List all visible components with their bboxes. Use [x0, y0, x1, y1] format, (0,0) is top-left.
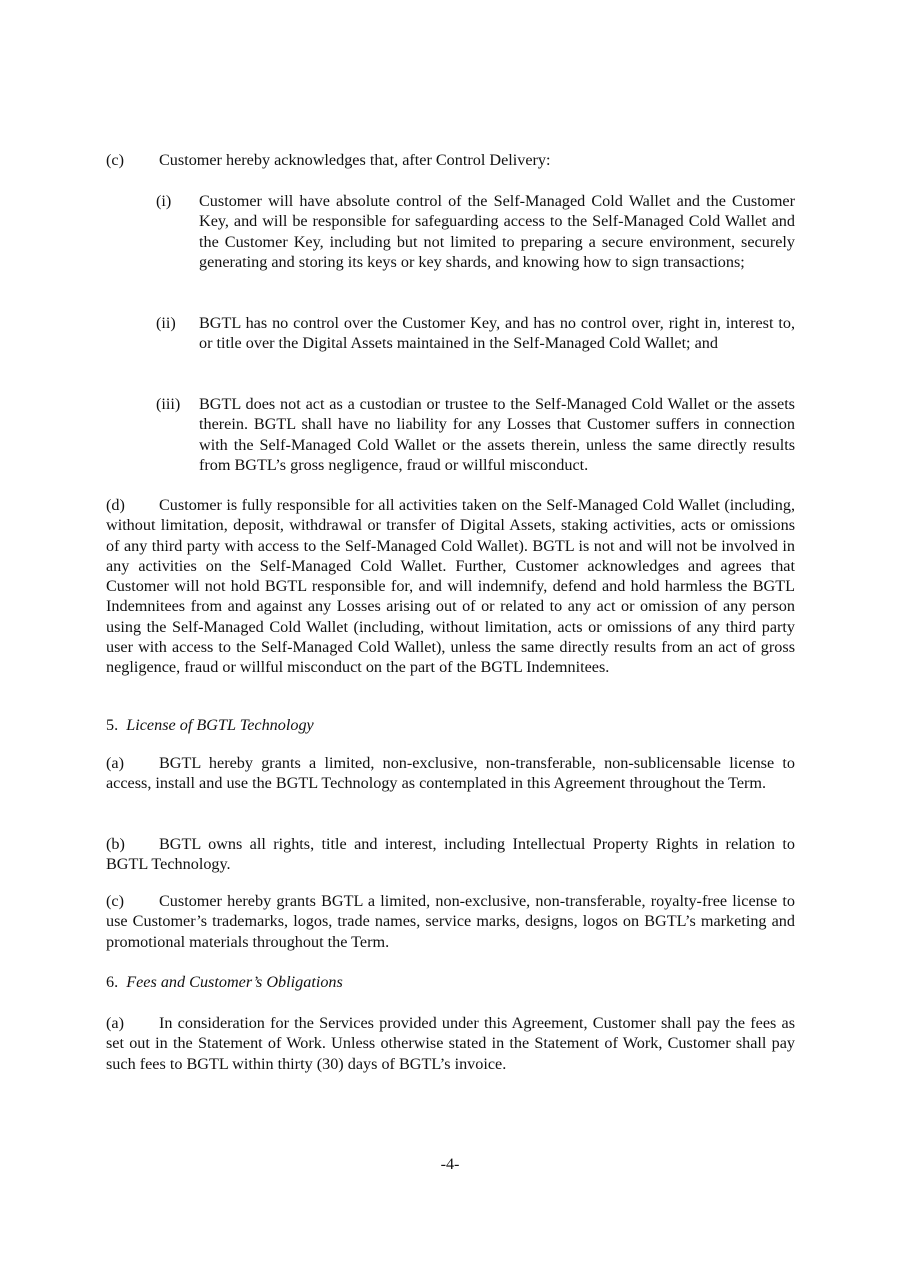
section-4d-paragraph	[106, 495, 795, 678]
item-number: (i)	[156, 192, 172, 210]
page-number: -4-	[440, 1155, 460, 1173]
paragraph-text: Customer hereby grants BGTL a limited, non-exclusive, non-transferable, royalty-free license to use Customer’s trademarks, logos, trade names, service marks, designs, logos on BGTL’s marketing and promotional materials throughout the Term.	[106, 892, 795, 951]
section-title: Fees and Customer’s Obligations	[126, 973, 343, 991]
paragraph-text: In consideration for the Services provided under this Agreement, Customer shall pay the fees as set out in the Statement of Work. Unless otherwise stated in the Statement of Work, Customer shall pay such fees to BGTL within thirty (30) days of BGTL’s invoice.	[106, 1014, 795, 1073]
paragraph-label: (a)	[106, 1014, 124, 1032]
paragraph-label: (c)	[106, 892, 124, 910]
paragraph-label: (c)	[106, 151, 124, 169]
paragraph-text: Customer is fully responsible for all activities taken on the Self-Managed Cold Wallet (including, without limitation, deposit, withdrawal or transfer of Digital Assets, staking activities, acts or omissions of any third party with access to the Self-Managed Cold Wallet). BGTL is not and will not be involved in any activities on the Self-Managed Cold Wallet. Further, Customer acknowledges and agrees that Customer will not hold BGTL responsible for, and will indemnify, defend and hold harmless the BGTL Indemnitees from and against any Losses arising out of or related to any act or omission of any person using the Self-Managed Cold Wallet (including, without limitation, acts or omissions of any third party user with access to the Self-Managed Cold Wallet), unless the same directly results from an act of gross negligence, fraud or willful misconduct on the part of the BGTL Indemnitees.	[106, 496, 795, 677]
section-title: License of BGTL Technology	[126, 716, 314, 734]
section-number: 5.	[106, 716, 119, 734]
paragraph-text: BGTL owns all rights, title and interest, including Intellectual Property Rights in relation to BGTL Technology.	[106, 835, 795, 874]
paragraph-label: (d)	[106, 496, 125, 514]
item-number: (ii)	[156, 314, 176, 332]
item-text: BGTL has no control over the Customer Key, and has no control over, right in, interest to, or title over the Digital Assets maintained in the Self-Managed Cold Wallet; and	[199, 314, 795, 353]
item-text: Customer will have absolute control of the Self-Managed Cold Wallet and the Customer Key, and will be responsible for safeguarding access to the Self-Managed Cold Wallet and the Customer Key, including but not limited to preparing a secure environment, securely generating and storing its keys or key shards, and knowing how to sign transactions;	[199, 192, 795, 271]
section-5-heading	[106, 715, 795, 735]
item-text: BGTL does not act as a custodian or trustee to the Self-Managed Cold Wallet or the assets therein. BGTL shall have no liability for any Losses that Customer suffers in connection with the Self-Managed Cold Wallet or the assets therein, unless the same directly results from BGTL’s gross negligence, fraud or willful misconduct.	[199, 395, 795, 474]
section-5a-paragraph	[106, 753, 795, 794]
section-6a-paragraph	[106, 1013, 795, 1074]
section-6-heading	[106, 972, 795, 992]
section-5c-paragraph	[106, 891, 795, 952]
paragraph-label: (b)	[106, 835, 125, 853]
paragraph-text: BGTL hereby grants a limited, non-exclusive, non-transferable, non-sublicensable license to access, install and use the BGTL Technology as contemplated in this Agreement throughout the Term.	[106, 754, 795, 793]
section-number: 6.	[106, 973, 119, 991]
section-4c-intro	[106, 150, 795, 170]
item-number: (iii)	[156, 395, 181, 413]
paragraph-label: (a)	[106, 754, 124, 772]
section-5b-paragraph	[106, 834, 795, 875]
paragraph-text: Customer hereby acknowledges that, after Control Delivery:	[159, 151, 551, 169]
